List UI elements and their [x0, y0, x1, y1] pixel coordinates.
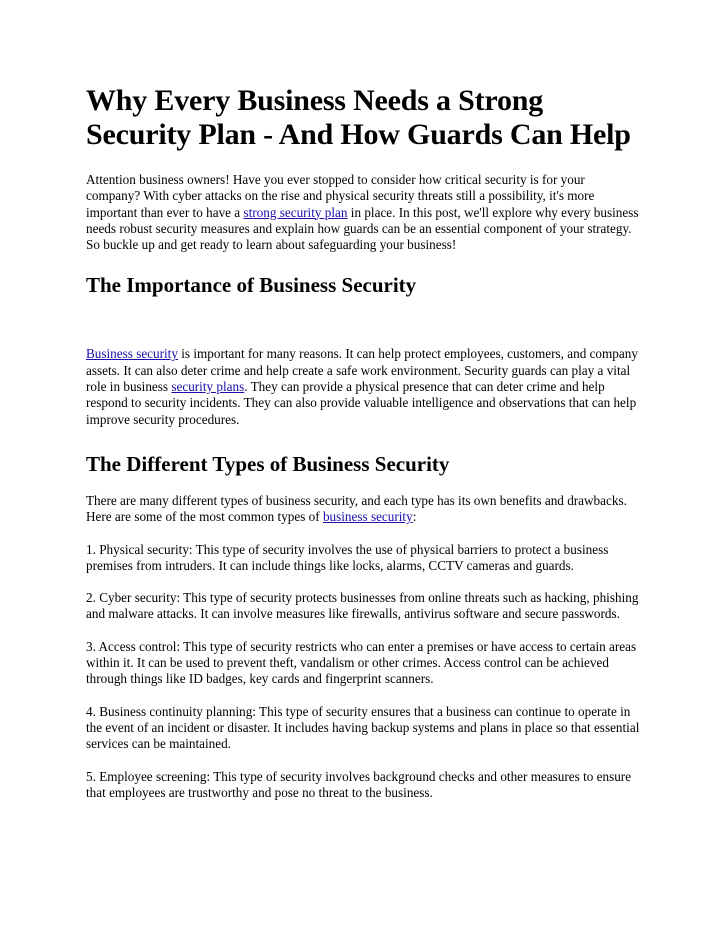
list-item-employee-screening: 5. Employee screening: This type of security involves background checks and other measures to ensure that employees are trustworthy and pose no threat to the business. — [86, 768, 632, 800]
list-item-business-continuity: 4. Business continuity planning: This type of security ensures that a business can continue to operate in the event of an incident or disaster. It includes having backup systems and plans in place so that essential services can be maintained. — [86, 703, 640, 752]
strong-security-plan-link[interactable]: strong security plan — [243, 204, 348, 220]
importance-text-2: . They can provide a physical presence that can deter crime and help respond to security incidents. They can also provide valuable intelligence and observations that can help improve security procedures. — [86, 379, 637, 427]
types-intro-paragraph — [86, 493, 642, 526]
list-item-access-control: 3. Access control: This type of security restricts who can enter a premises or have access to certain areas within it. It can be used to prevent theft, vandalism or other crimes. Access control can be achieved through things like ID badges, key cards and fingerprint scanners. — [86, 638, 637, 687]
list-item-physical-security: 1. Physical security: This type of security involves the use of physical barriers to protect a business premises from intruders. It can include things like locks, alarms, CCTV cameras and guards. — [86, 541, 609, 573]
types-intro-colon: : — [412, 509, 417, 525]
section-heading-types: The Different Types of Business Security — [86, 451, 450, 476]
intro-text-before-link: Attention business owners! Have you ever stopped to consider how critical security is for your company? With cyber attacks on the rise and physical security threats still a possibility, it's more important than ever to have a — [86, 172, 595, 220]
section-heading-importance: The Importance of Business Security — [86, 273, 417, 298]
intro-text-after-link: in place. In this post, we'll explore why every business needs robust security measures and explain how guards can be an essential component of your strategy. So buckle up and get ready to learn about safeguarding your business! — [86, 204, 639, 253]
types-intro-text: There are many different types of business security, and each type has its own benefits and drawbacks. Here are some of the most common types of — [86, 492, 627, 525]
importance-text-1: is important for many reasons. It can help protect employees, customers, and company assets. It can also deter crime and help create a safe work environment. Security guards can play a vital role in business — [86, 346, 638, 395]
intro-paragraph — [86, 172, 642, 253]
security-plans-link[interactable]: security plans — [171, 379, 245, 395]
document-page — [86, 84, 642, 817]
article-title: Why Every Business Needs a Strong Security Plan - And How Guards Can Help — [86, 84, 631, 151]
importance-paragraph — [86, 346, 642, 427]
business-security-link-2[interactable]: business security — [322, 509, 413, 525]
business-security-link[interactable]: Business security — [86, 346, 178, 362]
list-item-cyber-security: 2. Cyber security: This type of security protects businesses from online threats such as hacking, phishing and malware attacks. It can involve measures like firewalls, antivirus software and secure passwords. — [86, 590, 639, 622]
